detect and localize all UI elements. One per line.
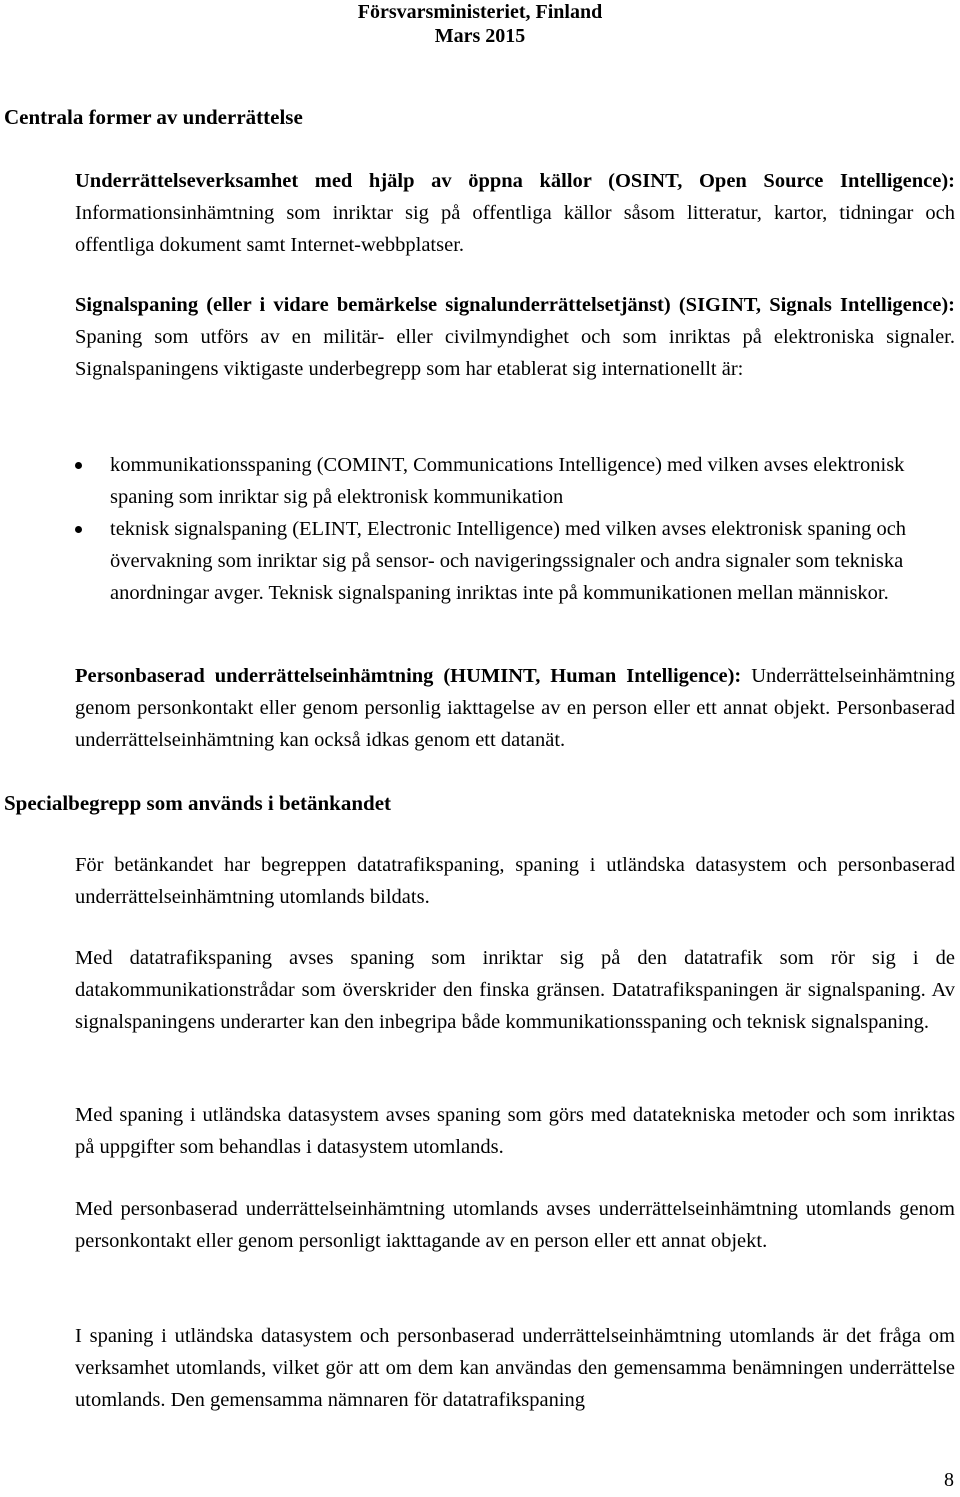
paragraph: Med spaning i utländska datasystem avses spaning som görs med datatekniska metoder och som inriktas på uppgifter som behandlas i datasystem utomlands. <box>75 1104 955 1158</box>
term-humint: Personbaserad underrättelseinhämtning (HUMINT, Human Intelligence): <box>75 665 742 687</box>
section-heading-central: Centrala former av underrättelse <box>4 105 303 129</box>
definition-sigint <box>75 289 955 385</box>
text-osint: Informationsinhämtning som inriktar sig på offentliga källor såsom litteratur, kartor, tidningar och offentliga dokument samt Internet-webbplatser. <box>75 202 955 256</box>
definition-osint <box>75 165 955 261</box>
header-date: Mars 2015 <box>434 25 526 47</box>
list-item <box>75 513 955 609</box>
page-number: 8 <box>944 1469 954 1491</box>
term-osint: Underrättelseverksamhet med hjälp av öppna källor (OSINT, Open Source Intelligence): <box>75 170 955 192</box>
sigint-subtypes-list <box>75 449 955 609</box>
paragraph: Med datatrafikspaning avses spaning som inriktar sig på den datatrafik som rör sig i de datakommunikationstrådar som överskrider den finska gränsen. Datatrafikspaningen är signalspaning. Av signalspaningens underarter kan den inbegripa både kommunikationsspaning och teknisk signalspaning. <box>75 947 955 1033</box>
text-sigint: Spaning som utförs av en militär- eller civilmyndighet och som inriktas på elektroniska signaler. Signalspaningens viktigaste underbegrepp som har etablerat sig internationellt är: <box>75 326 955 380</box>
paragraph: För betänkandet har begreppen datatrafikspaning, spaning i utländska datasystem och personbaserad underrättelseinhämtning utomlands bildats. <box>75 854 955 908</box>
term-sigint: Signalspaning (eller i vidare bemärkelse signalunderrättelsetjänst) (SIGINT, Signals Intelligence): <box>75 294 955 316</box>
header-ministry: Försvarsministeriet, Finland <box>357 1 603 23</box>
paragraph: Med personbaserad underrättelseinhämtning utomlands avses underrättelseinhämtning utomlands genom personkontakt eller genom personligt iakttagande av en person eller ett annat objekt. <box>75 1198 955 1252</box>
page-header <box>0 0 960 48</box>
paragraph: I spaning i utländska datasystem och personbaserad underrättelseinhämtning utomlands är det fråga om verksamhet utomlands, vilket gör att om dem kan användas den gemensamma benämningen underrättelse utomlands. Den gemensamma nämnaren för datatrafikspaning <box>75 1325 955 1411</box>
list-item <box>75 449 955 513</box>
bullet-icon <box>75 462 82 469</box>
bullet-icon <box>75 526 82 533</box>
definition-humint <box>75 660 955 756</box>
text-humint: Underrättelseinhämtning genom personkontakt eller genom personlig iakttagelse av en person eller ett annat objekt. Personbaserad underrättelseinhämtning kan också idkas genom ett datanät. <box>75 665 955 751</box>
list-item-text: kommunikationsspaning (COMINT, Communications Intelligence) med vilken avses elektronisk spaning som inriktar sig på elektronisk kommunikation <box>110 454 905 508</box>
list-item-text: teknisk signalspaning (ELINT, Electronic Intelligence) med vilken avses elektronisk spaning och övervakning som inriktar sig på sensor- och navigeringssignaler och andra signaler som tekniska anordningar avger. Teknisk signalspaning inriktas inte på kommunikationen mellan människor. <box>110 518 907 604</box>
section-heading-special: Specialbegrepp som används i betänkandet <box>4 791 392 815</box>
